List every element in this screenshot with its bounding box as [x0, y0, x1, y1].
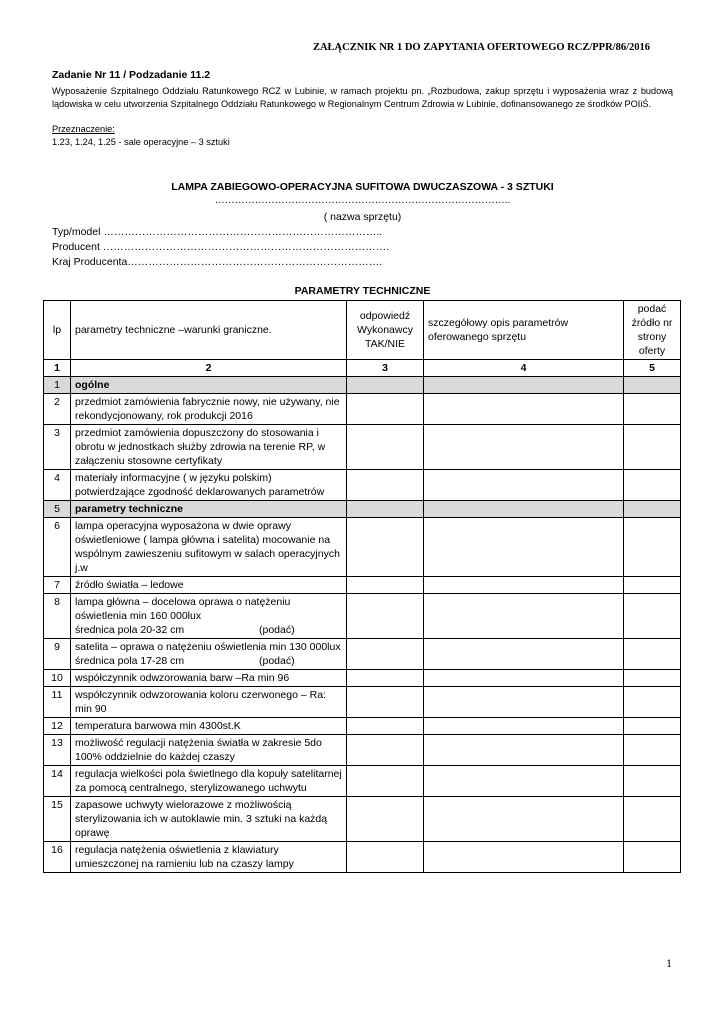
header-source: podać źródło nr strony oferty — [624, 301, 681, 360]
row-parameter — [71, 470, 347, 501]
table-row — [44, 518, 681, 577]
offer-cell[interactable] — [424, 394, 624, 425]
parameter-text: regulacja natężenia oświetlenia z klawiatury umieszczonej na ramieniu lub na czaszy lampy — [75, 844, 294, 870]
row-parameter — [71, 718, 347, 735]
header-offer: szczegółowy opis parametrów oferowanego sprzętu — [424, 301, 624, 360]
answer-cell[interactable] — [347, 797, 424, 842]
row-lp: 5 — [44, 501, 71, 518]
table-row — [44, 687, 681, 718]
source-cell[interactable] — [624, 470, 681, 501]
parameters-table — [43, 300, 681, 873]
params-title: PARAMETRY TECHNICZNE — [294, 285, 431, 297]
row-parameter — [71, 766, 347, 797]
row-lp: 7 — [44, 577, 71, 594]
row-parameter — [71, 797, 347, 842]
column-number: 2 — [71, 360, 347, 377]
offer-cell[interactable] — [424, 718, 624, 735]
offer-cell[interactable] — [424, 842, 624, 873]
source-cell[interactable] — [624, 670, 681, 687]
column-number: 1 — [44, 360, 71, 377]
parameter-text: możliwość regulacji natężenia światła w zakresie 5do 100% oddzielnie do każdej czaszy — [75, 737, 322, 763]
parameter-text: regulacja wielkości pola świetlnego dla kopuły satelitarnej za pomocą centralnego, sterylizowanego uchwytu — [75, 768, 342, 794]
row-parameter — [71, 670, 347, 687]
device-name-line: …………………………………………………………………………….. — [214, 195, 511, 206]
offer-cell[interactable] — [424, 639, 624, 670]
table-row — [44, 735, 681, 766]
source-cell[interactable] — [624, 594, 681, 639]
offer-cell[interactable] — [424, 501, 624, 518]
row-parameter — [71, 377, 347, 394]
offer-cell[interactable] — [424, 735, 624, 766]
column-number-row — [44, 360, 681, 377]
row-lp: 9 — [44, 639, 71, 670]
parameter-extra — [75, 654, 342, 668]
parameter-text: współczynnik odwzorowania barw –Ra min 96 — [75, 672, 290, 684]
parameter-extra — [75, 623, 342, 637]
source-cell[interactable] — [624, 842, 681, 873]
column-number: 4 — [424, 360, 624, 377]
device-name-label: ( nazwa sprzętu) — [323, 211, 402, 223]
parameter-text: satelita – oprawa o natężeniu oświetlenia min 130 000lux — [75, 641, 341, 653]
task-description: Wyposażenie Szpitalnego Oddziału Ratunkowego RCZ w Lubinie, w ramach projektu pn. „Rozbudowa, zakup sprzętu i wyposażenia wraz z budową lądowiska w celu utworzenia Szpitalnego Oddziału Ratunkowego w Regionalnym Centrum Zdrowia w Lubinie, dofinansowanego ze środków POIiŚ. — [52, 86, 673, 109]
producer-field: Producent ………………………………………………………………………. — [52, 241, 390, 253]
source-cell[interactable] — [624, 687, 681, 718]
row-lp: 15 — [44, 797, 71, 842]
parameter-text: przedmiot zamówienia fabrycznie nowy, nie używany, nie rekondycjonowany, rok produkcji 2016 — [75, 396, 340, 422]
row-parameter — [71, 577, 347, 594]
source-cell[interactable] — [624, 766, 681, 797]
answer-cell[interactable] — [347, 470, 424, 501]
source-cell[interactable] — [624, 797, 681, 842]
row-parameter — [71, 501, 347, 518]
row-lp: 12 — [44, 718, 71, 735]
table-row — [44, 425, 681, 470]
parameter-extra-note: (podać) — [259, 655, 295, 667]
answer-cell[interactable] — [347, 687, 424, 718]
row-lp: 16 — [44, 842, 71, 873]
row-lp: 14 — [44, 766, 71, 797]
source-cell[interactable] — [624, 577, 681, 594]
row-parameter — [71, 394, 347, 425]
table-row — [44, 797, 681, 842]
answer-cell[interactable] — [347, 670, 424, 687]
offer-cell[interactable] — [424, 670, 624, 687]
answer-cell[interactable] — [347, 842, 424, 873]
parameter-extra-note: (podać) — [259, 624, 295, 636]
answer-cell[interactable] — [347, 501, 424, 518]
header-params: parametry techniczne –warunki graniczne. — [71, 301, 347, 360]
source-cell[interactable] — [624, 377, 681, 394]
column-number: 3 — [347, 360, 424, 377]
row-parameter — [71, 687, 347, 718]
source-cell[interactable] — [624, 425, 681, 470]
parameter-text: lampa główna – docelowa oprawa o natężeniu oświetlenia min 160 000lux — [75, 596, 291, 622]
table-row — [44, 718, 681, 735]
row-lp: 4 — [44, 470, 71, 501]
row-lp: 2 — [44, 394, 71, 425]
parameter-extra-text: średnica pola 20-32 cm — [75, 624, 185, 636]
answer-cell[interactable] — [347, 377, 424, 394]
header-lp: lp — [44, 301, 71, 360]
column-number: 5 — [624, 360, 681, 377]
parameter-text: lampa operacyjna wyposażona w dwie oprawy oświetleniowe ( lampa główna i satelita) mocowanie na wspólnym zawieszeniu sufitowym w salach operacyjnych j.w — [75, 520, 340, 574]
answer-cell[interactable] — [347, 577, 424, 594]
row-lp: 3 — [44, 425, 71, 470]
offer-cell[interactable] — [424, 377, 624, 394]
table-row — [44, 639, 681, 670]
table-header-row — [44, 301, 681, 360]
table-row — [44, 470, 681, 501]
offer-cell[interactable] — [424, 425, 624, 470]
page-number: 1 — [666, 956, 672, 970]
answer-cell[interactable] — [347, 518, 424, 577]
section-row — [44, 501, 681, 518]
row-lp: 10 — [44, 670, 71, 687]
purpose-value: 1.23, 1.24, 1.25 - sale operacyjne – 3 sztuki — [52, 137, 230, 147]
type-model-field: Typ/model …………………………………………………………………….. — [52, 226, 383, 238]
offer-cell[interactable] — [424, 577, 624, 594]
row-parameter — [71, 594, 347, 639]
row-parameter — [71, 518, 347, 577]
task-title: Zadanie Nr 11 / Podzadanie 11.2 — [52, 69, 211, 81]
parameter-text: temperatura barwowa min 4300st.K — [75, 720, 241, 732]
table-row — [44, 766, 681, 797]
source-cell[interactable] — [624, 501, 681, 518]
answer-cell[interactable] — [347, 594, 424, 639]
section-row — [44, 377, 681, 394]
parameter-text: przedmiot zamówienia dopuszczony do stosowania i obrotu w jednostkach służby zdrowia na terenie RP, w załączeniu stosowne certyfikaty — [75, 427, 326, 467]
offer-cell[interactable] — [424, 594, 624, 639]
header-answer: odpowiedź Wykonawcy TAK/NIE — [347, 301, 424, 360]
parameter-text: zapasowe uchwyty wielorazowe z możliwością sterylizowania ich w autoklawie min. 3 sztuki na każdą oprawę — [75, 799, 328, 839]
table-body — [44, 360, 681, 873]
row-parameter — [71, 425, 347, 470]
offer-cell[interactable] — [424, 766, 624, 797]
source-cell[interactable] — [624, 394, 681, 425]
parameter-text: materiały informacyjne ( w języku polskim) potwierdzające zgodność deklarowanych parametrów — [75, 472, 325, 498]
table-row — [44, 577, 681, 594]
source-cell[interactable] — [624, 518, 681, 577]
answer-cell[interactable] — [347, 394, 424, 425]
row-lp: 13 — [44, 735, 71, 766]
device-title: LAMPA ZABIEGOWO-OPERACYJNA SUFITOWA DWUCZASZOWA - 3 SZTUKI — [171, 181, 554, 193]
row-lp: 8 — [44, 594, 71, 639]
parameter-text: źródło światła – ledowe — [75, 579, 184, 591]
row-lp: 11 — [44, 687, 71, 718]
purpose-label: Przeznaczenie: — [52, 124, 115, 134]
attachment-header: ZAŁĄCZNIK NR 1 DO ZAPYTANIA OFERTOWEGO RCZ/PPR/86/2016 — [312, 42, 650, 53]
row-lp: 6 — [44, 518, 71, 577]
answer-cell[interactable] — [347, 425, 424, 470]
answer-cell[interactable] — [347, 718, 424, 735]
offer-cell[interactable] — [424, 470, 624, 501]
parameter-text: ogólne — [75, 379, 110, 391]
source-cell[interactable] — [624, 718, 681, 735]
source-cell[interactable] — [624, 735, 681, 766]
row-parameter — [71, 842, 347, 873]
table-row — [44, 594, 681, 639]
parameter-text: współczynnik odwzorowania koloru czerwonego – Ra: min 90 — [75, 689, 326, 715]
table-row — [44, 394, 681, 425]
source-cell[interactable] — [624, 639, 681, 670]
row-lp: 1 — [44, 377, 71, 394]
row-parameter — [71, 735, 347, 766]
offer-cell[interactable] — [424, 687, 624, 718]
table-row — [44, 842, 681, 873]
answer-cell[interactable] — [347, 735, 424, 766]
parameter-text: parametry techniczne — [75, 503, 183, 515]
row-parameter — [71, 639, 347, 670]
answer-cell[interactable] — [347, 766, 424, 797]
offer-cell[interactable] — [424, 797, 624, 842]
country-field: Kraj Producenta………………………………………………………………. — [52, 256, 383, 268]
offer-cell[interactable] — [424, 518, 624, 577]
table-row — [44, 670, 681, 687]
answer-cell[interactable] — [347, 639, 424, 670]
parameter-extra-text: średnica pola 17-28 cm — [75, 655, 185, 667]
